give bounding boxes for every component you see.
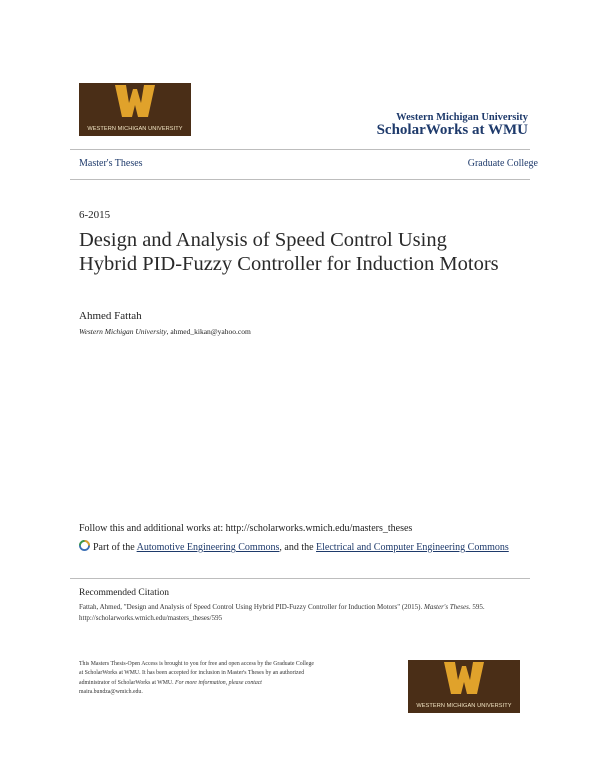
citation-body	[79, 602, 519, 624]
citation-series: Master's Theses	[423, 603, 469, 611]
electrical-commons-link[interactable]: Electrical and Computer Engineering Commons	[316, 542, 509, 553]
author-affiliation	[79, 327, 251, 336]
divider-top	[70, 149, 530, 150]
publication-date: 6-2015	[79, 209, 111, 221]
wmu-logo	[79, 83, 191, 136]
university-name: Western Michigan University	[396, 112, 528, 123]
wmu-logo-footer	[408, 660, 520, 713]
automotive-commons-link[interactable]: Automotive Engineering Commons	[136, 542, 280, 553]
part-of-middle: , and the	[279, 542, 317, 553]
citation-text: Fattah, Ahmed, "Design and Analysis of Speed Control Using Hybrid PID-Fuzzy Controller for Induction Motors" (2015).	[79, 603, 424, 611]
follow-url[interactable]: http://scholarworks.wmich.edu/masters_theses	[225, 523, 413, 534]
citation-url[interactable]: http://scholarworks.wmich.edu/masters_theses/595	[79, 614, 223, 622]
masters-theses-link[interactable]: Master's Theses	[79, 158, 143, 169]
repository-name[interactable]: ScholarWorks at WMU	[376, 122, 528, 138]
author-name: Ahmed Fattah	[79, 310, 142, 322]
citation-heading: Recommended Citation	[79, 588, 169, 598]
follow-text: Follow this and additional works at:	[79, 523, 226, 534]
w-logo-icon	[115, 85, 155, 117]
logo-caption: WESTERN MICHIGAN UNIVERSITY	[416, 703, 512, 709]
follow-line	[79, 523, 412, 534]
footer-text: This Masters Thesis-Open Access is brought to you for free and open access by the Graduate College at ScholarWorks at WMU. It has been accepted for inclusion in Master's Theses by an authorized administrator of ScholarWorks at WMU.	[79, 661, 314, 686]
paper-title: Design and Analysis of Speed Control Using Hybrid PID-Fuzzy Controller for Induction Motors	[79, 229, 499, 275]
footer-contact: For more information, please contact	[175, 679, 262, 686]
commons-icon	[79, 540, 90, 551]
divider-citation	[70, 578, 530, 579]
affiliation-text: Western Michigan University	[79, 327, 167, 336]
logo-caption: WESTERN MICHIGAN UNIVERSITY	[87, 126, 183, 132]
part-of-line	[79, 540, 519, 555]
author-email: , ahmed_kikan@yahoo.com	[166, 327, 251, 336]
citation-number: . 595.	[468, 603, 485, 611]
graduate-college-link[interactable]: Graduate College	[467, 158, 538, 169]
footer-notice	[79, 660, 319, 698]
divider-bottom	[70, 179, 530, 180]
part-of-prefix: Part of the	[93, 542, 137, 553]
footer-email[interactable]: maira.bundza@wmich.edu.	[79, 689, 143, 696]
w-logo-icon	[444, 662, 484, 694]
